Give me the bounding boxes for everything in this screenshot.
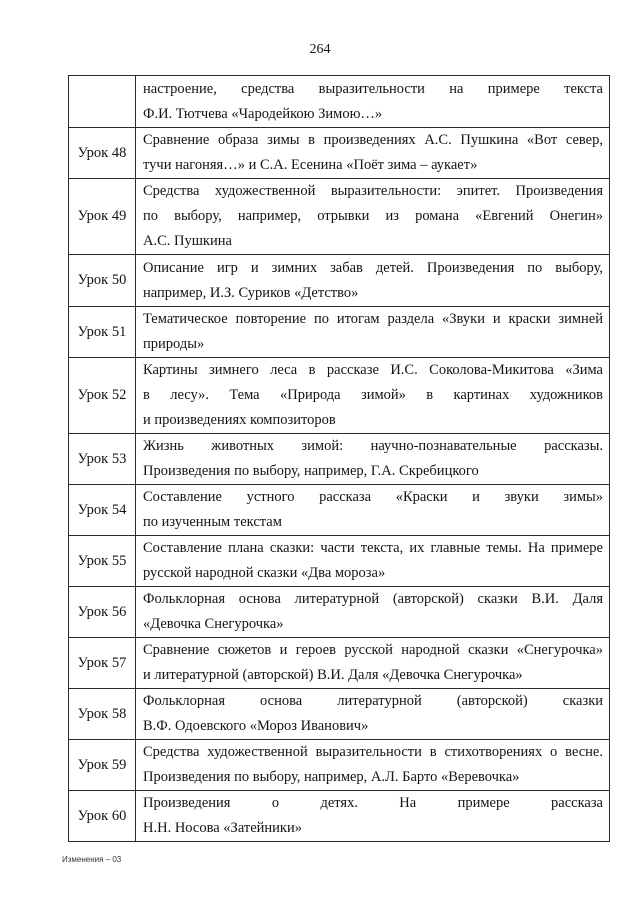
- lesson-content-line: Описание игр и зимних забав детей. Произведения по выбору,: [143, 259, 603, 276]
- lesson-content-line: Н.Н. Носова «Затейники»: [143, 820, 302, 836]
- lesson-content-line: Составление плана сказки: части текста, их главные темы. На примере: [143, 540, 603, 556]
- lesson-content-cell: [136, 76, 610, 128]
- table-row: [69, 307, 610, 358]
- table-row: [69, 587, 610, 638]
- lesson-content-line: Произведения по выбору, например, Г.А. Скребицкого: [143, 463, 479, 479]
- lesson-content-line: «Девочка Снегурочка»: [143, 616, 284, 632]
- lesson-number-cell: Урок 49: [69, 179, 136, 255]
- lesson-content-line: по изученным текстам: [143, 514, 282, 530]
- lesson-number-cell: Урок 48: [69, 128, 136, 179]
- table-row: [69, 434, 610, 485]
- table-row: [69, 179, 610, 255]
- table-row: [69, 638, 610, 689]
- lesson-content-line: и литературной (авторской) В.И. Даля «Девочка Снегурочка»: [143, 667, 523, 683]
- lesson-content-line: Жизнь животных зимой: научно-познавательные рассказы.: [143, 438, 603, 454]
- lesson-content-cell: [136, 485, 610, 536]
- lesson-content-cell: [136, 128, 610, 179]
- lesson-content-line: по выбору, например, отрывки из романа «Евгений Онегин»: [143, 208, 603, 224]
- lesson-content-cell: [136, 255, 610, 307]
- lesson-content-cell: [136, 791, 610, 842]
- lesson-content-line: А.С. Пушкина: [143, 233, 232, 249]
- lesson-number-cell: Урок 56: [69, 587, 136, 638]
- lesson-number-cell: Урок 59: [69, 740, 136, 791]
- lesson-content-line: Средства художественной выразительности: эпитет. Произведения: [143, 183, 603, 199]
- lesson-content-cell: [136, 587, 610, 638]
- lesson-content-cell: [136, 307, 610, 358]
- lesson-number-cell: Урок 58: [69, 689, 136, 740]
- lesson-number-cell: Урок 60: [69, 791, 136, 842]
- lesson-content-cell: [136, 689, 610, 740]
- lesson-number-cell: Урок 55: [69, 536, 136, 587]
- lesson-number-cell: [69, 76, 136, 128]
- table-row: [69, 76, 610, 128]
- lesson-plan-body: [69, 76, 610, 842]
- lesson-content-cell: [136, 358, 610, 434]
- lesson-content-cell: [136, 434, 610, 485]
- lesson-number-cell: Урок 53: [69, 434, 136, 485]
- lesson-content-line: настроение, средства выразительности на примере текста: [143, 80, 603, 97]
- lesson-content-line: тучи нагоняя…» и С.А. Есенина «Поёт зима – аукает»: [143, 157, 478, 173]
- lesson-number-cell: Урок 50: [69, 255, 136, 307]
- lesson-content-line: Сравнение сюжетов и героев русской народной сказки «Снегурочка»: [143, 642, 603, 658]
- table-row: [69, 536, 610, 587]
- lesson-content-line: и произведениях композиторов: [143, 412, 336, 428]
- lesson-content-cell: [136, 638, 610, 689]
- lesson-content-line: Фольклорная основа литературной (авторской) сказки В.И. Даля: [143, 591, 603, 607]
- table-row: [69, 128, 610, 179]
- footer-revision-note: Изменения – 03: [62, 855, 122, 864]
- lesson-number-cell: Урок 51: [69, 307, 136, 358]
- page-number: 264: [309, 42, 331, 57]
- table-row: [69, 255, 610, 307]
- table-row: [69, 791, 610, 842]
- lesson-content-cell: [136, 740, 610, 791]
- lesson-content-line: Сравнение образа зимы в произведениях А.С. Пушкина «Вот север,: [143, 132, 603, 148]
- table-row: [69, 485, 610, 536]
- lesson-content-line: Произведения о детях. На примере рассказа: [143, 795, 603, 811]
- lesson-content-cell: [136, 179, 610, 255]
- lesson-content-cell: [136, 536, 610, 587]
- lesson-content-line: в лесу». Тема «Природа зимой» в картинах художников: [143, 387, 603, 403]
- lesson-number-cell: Урок 57: [69, 638, 136, 689]
- lesson-number-cell: Урок 52: [69, 358, 136, 434]
- lesson-content-line: Ф.И. Тютчева «Чародейкою Зимою…»: [143, 105, 383, 122]
- lesson-plan-table: [68, 75, 610, 842]
- lesson-content-line: например, И.З. Суриков «Детство»: [143, 284, 359, 301]
- lesson-content-line: В.Ф. Одоевского «Мороз Иванович»: [143, 718, 369, 734]
- lesson-content-line: Фольклорная основа литературной (авторской) сказки: [143, 693, 603, 709]
- lesson-content-line: Тематическое повторение по итогам раздела «Звуки и краски зимней: [143, 311, 603, 327]
- lesson-content-line: Составление устного рассказа «Краски и звуки зимы»: [143, 489, 603, 505]
- lesson-content-line: природы»: [143, 336, 205, 352]
- lesson-content-line: Картины зимнего леса в рассказе И.С. Соколова-Микитова «Зима: [143, 362, 603, 378]
- table-row: [69, 740, 610, 791]
- lesson-content-line: русской народной сказки «Два мороза»: [143, 565, 386, 581]
- lesson-content-line: Средства художественной выразительности в стихотворениях о весне.: [143, 744, 603, 760]
- lesson-number-cell: Урок 54: [69, 485, 136, 536]
- table-row: [69, 358, 610, 434]
- table-row: [69, 689, 610, 740]
- lesson-content-line: Произведения по выбору, например, А.Л. Барто «Веревочка»: [143, 769, 520, 785]
